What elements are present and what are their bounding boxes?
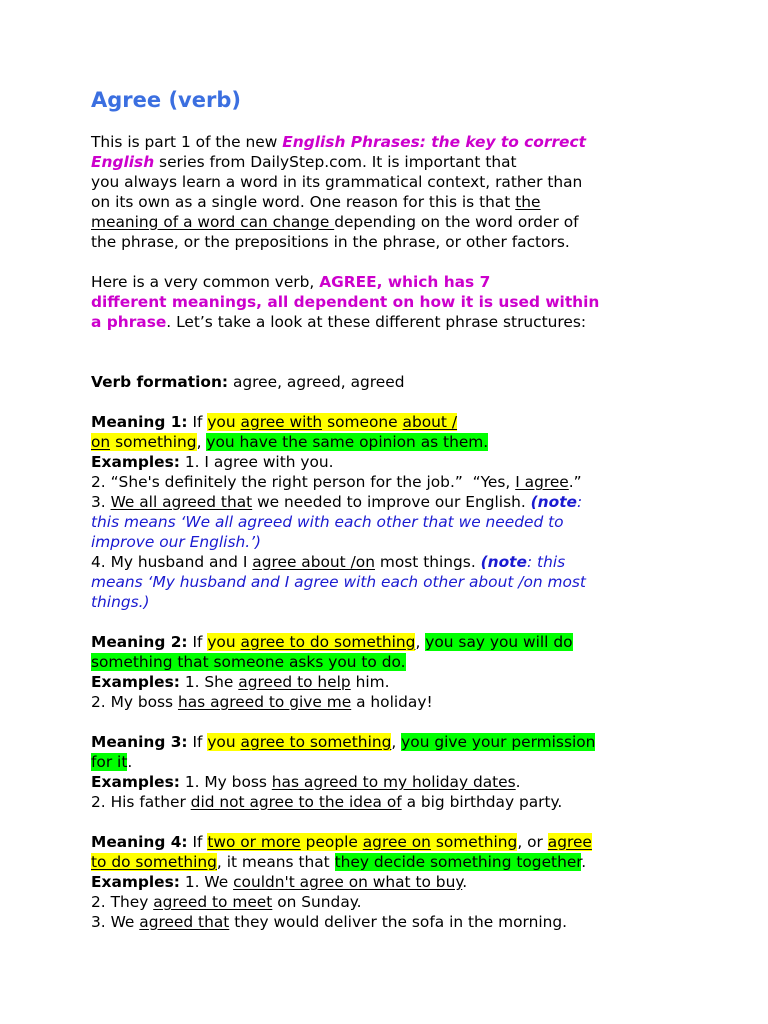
meaning-3-line-1 (91, 732, 761, 752)
meaning-1-example-2 (91, 472, 761, 492)
text: . (462, 873, 468, 891)
intro-line-1 (91, 132, 761, 152)
text: 4. My husband and I (91, 553, 253, 571)
underlined-phrase: has agreed to give me (177, 693, 352, 711)
text: 2. His father (91, 793, 191, 811)
highlight-yellow: you (207, 733, 236, 751)
highlight-yellow (236, 733, 241, 751)
meaning-1-note-line-1: this means ‘We all agreed with each other that we needed to (91, 513, 564, 531)
highlight-yellow-underlined: to do something (91, 853, 217, 871)
emphasis-text: different meanings, all dependent on how it is used within (91, 293, 600, 311)
meaning-1-example-3 (91, 492, 761, 512)
series-name-emphasis: English (91, 153, 155, 171)
intro-text: series from DailyStep.com. It is important that (154, 153, 517, 171)
highlight-yellow-underlined: agree to something (240, 733, 392, 751)
highlight-yellow-underlined: agree to do something (240, 633, 416, 651)
note-text: : (577, 493, 583, 511)
highlight-yellow (301, 833, 306, 851)
text: 1. My boss (179, 773, 272, 791)
underlined-phrase: I agree (515, 473, 569, 491)
text: If (187, 733, 208, 751)
meaning-3-example-2 (91, 792, 761, 812)
meaning-3-example-1 (91, 772, 761, 792)
text: 3. (91, 493, 111, 511)
text: most things. (374, 553, 481, 571)
meaning-label: Meaning 3: (91, 733, 188, 751)
text: , it means that (216, 853, 335, 871)
highlight-yellow: people (305, 833, 358, 851)
intro-line-4 (91, 192, 761, 212)
text: If (187, 413, 208, 431)
meaning-1-note-line-2: improve our English.’) (91, 533, 262, 551)
text: 1. We (179, 873, 234, 891)
meaning-3-line-2 (91, 752, 761, 772)
meaning-1-line-1 (91, 412, 761, 432)
meaning-4-example-2 (91, 892, 761, 912)
examples-label: Examples: (91, 873, 180, 891)
text: him. (350, 673, 390, 691)
highlight-green: something that someone asks you to do. (91, 653, 406, 671)
text: , (415, 633, 426, 651)
meaning-4-example-3 (91, 912, 761, 932)
text: 2. My boss (91, 693, 178, 711)
page-title: Agree (verb) (91, 88, 241, 112)
highlight-yellow-underlined: agree on (362, 833, 431, 851)
note-label: (note (480, 553, 527, 571)
meaning-1-line-2 (91, 432, 761, 452)
highlight-green: you have the same opinion as them. (206, 433, 489, 451)
underlined-phrase: agreed that (139, 913, 230, 931)
formation-text: agree, agreed, agreed (228, 373, 405, 391)
meaning-label: Meaning 2: (91, 633, 188, 651)
text: a big birthday party. (401, 793, 563, 811)
intro-text: . Let’s take a look at these different phrase structures: (166, 313, 587, 331)
highlight-yellow: you (207, 633, 236, 651)
text: . (515, 773, 521, 791)
intro-text: depending on the word order of (334, 213, 579, 231)
meaning-2-line-1 (91, 632, 761, 652)
intro2-line-2 (91, 292, 761, 312)
highlight-yellow-underlined: about / (402, 413, 458, 431)
emphasis-text: AGREE, which has 7 (319, 273, 491, 291)
text: If (187, 633, 208, 651)
series-name-emphasis: English Phrases: the key to correct (282, 133, 586, 151)
intro-line-3: you always learn a word in its grammatical context, rather than (91, 173, 583, 191)
text: 1. I agree with you. (179, 453, 334, 471)
highlight-green: you give your permission (401, 733, 596, 751)
highlight-yellow: something (430, 833, 518, 851)
underlined-phrase: agreed to help (238, 673, 351, 691)
underlined-phrase: agree about /on (252, 553, 375, 571)
intro-line-2 (91, 152, 761, 172)
intro-line-5 (91, 212, 761, 232)
text: 2. They (91, 893, 154, 911)
highlight-green: they decide something together (334, 853, 582, 871)
text: , or (517, 833, 548, 851)
highlight-yellow (358, 833, 363, 851)
intro-text: on its own as a single word. One reason for this is that (91, 193, 516, 211)
text: , (196, 433, 207, 451)
text: 3. We (91, 913, 140, 931)
meaning-2-example-2 (91, 692, 761, 712)
examples-label: Examples: (91, 453, 180, 471)
intro-line-6: the phrase, or the prepositions in the phrase, or other factors. (91, 233, 570, 251)
underlined-phrase: agreed to meet (153, 893, 273, 911)
text: , (391, 733, 402, 751)
highlight-green: you say you will do (425, 633, 573, 651)
meaning-1-example-4 (91, 552, 761, 572)
intro2-line-1 (91, 272, 761, 292)
note-label: (note (530, 493, 577, 511)
text: we needed to improve our English. (252, 493, 531, 511)
underlined-phrase: meaning of a word can change (91, 213, 335, 231)
meaning-1-note-line-4: things.) (91, 593, 150, 611)
meaning-label: Meaning 1: (91, 413, 188, 431)
highlight-yellow: you (207, 413, 236, 431)
highlight-yellow-underlined: on (91, 433, 111, 451)
meaning-2-line-2 (91, 652, 761, 672)
text: . (581, 853, 587, 871)
text: . (127, 753, 133, 771)
underlined-phrase: We all agreed that (110, 493, 253, 511)
highlight-yellow (236, 633, 241, 651)
underlined-phrase: couldn't agree on what to buy (233, 873, 463, 891)
meaning-1-example-1 (91, 452, 761, 472)
highlight-yellow: something (110, 433, 197, 451)
text: .” (568, 473, 582, 491)
highlight-yellow-underlined: agree with (240, 413, 323, 431)
emphasis-text: a phrase (91, 313, 167, 331)
meaning-1-note-line-3: means ‘My husband and I agree with each other about /on most (91, 573, 586, 591)
intro2-line-3 (91, 312, 761, 332)
intro-text: This is part 1 of the new (91, 133, 283, 151)
text: on Sunday. (272, 893, 362, 911)
examples-label: Examples: (91, 773, 180, 791)
underlined-phrase: the (515, 193, 541, 211)
highlight-yellow (236, 413, 241, 431)
highlight-yellow-underlined: agree (547, 833, 592, 851)
text: 1. She (179, 673, 239, 691)
meaning-4-line-2 (91, 852, 761, 872)
meaning-4-example-1 (91, 872, 761, 892)
meaning-label: Meaning 4: (91, 833, 188, 851)
text: they would deliver the sofa in the morning. (229, 913, 568, 931)
meaning-4-line-1 (91, 832, 761, 852)
underlined-phrase: has agreed to my holiday dates (271, 773, 516, 791)
examples-label: Examples: (91, 673, 180, 691)
note-text: : this (526, 553, 566, 571)
text: If (187, 833, 208, 851)
underlined-phrase: did not agree to the idea of (190, 793, 402, 811)
intro-text: Here is a very common verb, (91, 273, 320, 291)
section-label: Verb formation: (91, 373, 229, 391)
highlight-yellow: someone (322, 413, 403, 431)
meaning-2-example-1 (91, 672, 761, 692)
document-body (91, 132, 761, 932)
verb-formation (91, 372, 761, 392)
highlight-green: for it (91, 753, 128, 771)
text: 2. “She's definitely the right person for the job.” “Yes, (91, 473, 516, 491)
text: a holiday! (351, 693, 433, 711)
highlight-yellow-underlined: two or more (207, 833, 301, 851)
